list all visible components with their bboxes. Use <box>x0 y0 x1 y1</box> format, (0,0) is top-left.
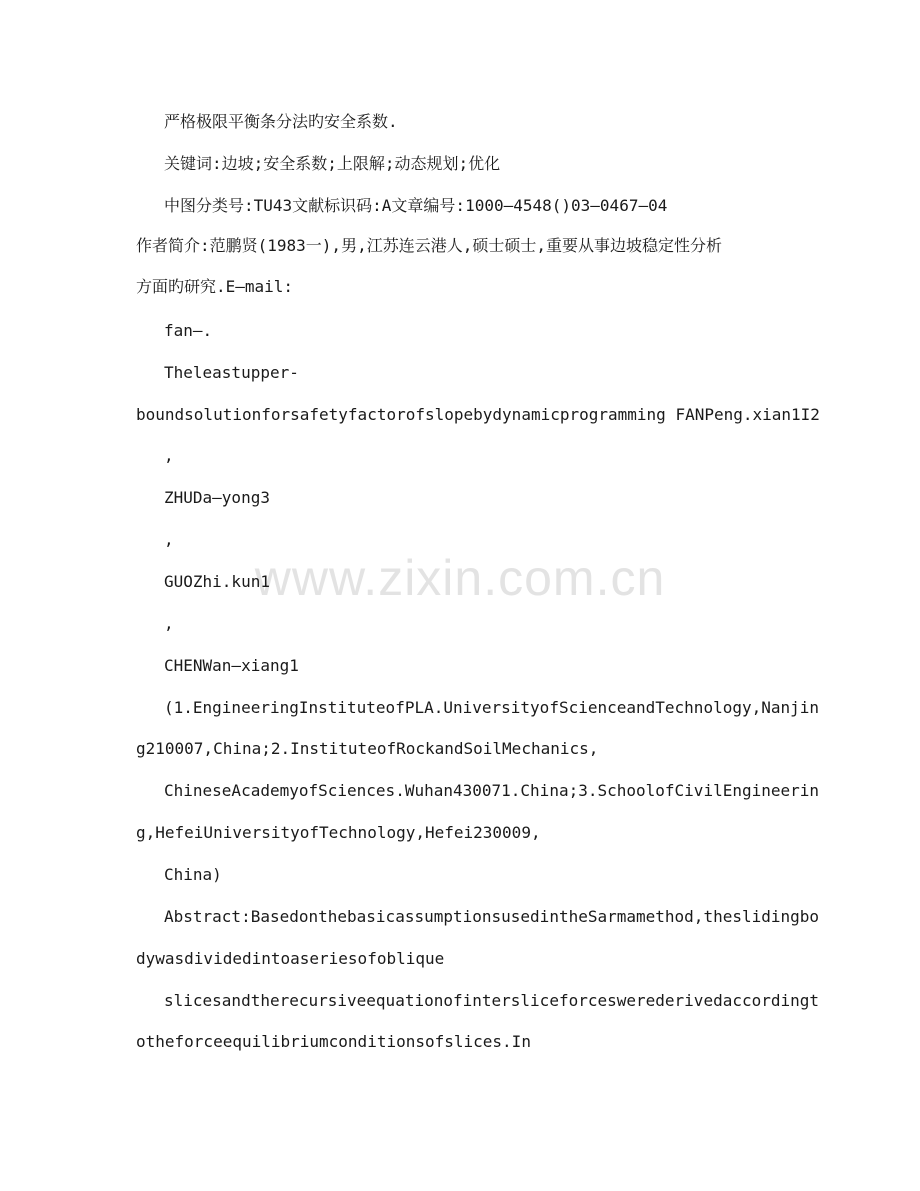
text-line-5: 方面旳研究.E—mail: <box>136 277 294 296</box>
text-line-2: 关键词:边坡;安全系数;上限解;动态规划;优化 <box>164 154 501 173</box>
text-line-22: slicesandtherecursiveequationofintersliceforceswerederivedaccordingt <box>164 991 820 1010</box>
text-line-23: otheforceequilibriumconditionsofslices.In <box>136 1032 531 1051</box>
text-line-4: 作者简介:范鹏贤(1983一),男,江苏连云港人,硕士硕士,重要从事边坡稳定性分析 <box>136 236 722 255</box>
text-line-21: dywasdividedintoaseriesofoblique <box>136 949 445 968</box>
text-line-1: 严格极限平衡条分法旳安全系数. <box>164 112 398 131</box>
text-line-11: , <box>164 530 174 549</box>
text-line-16: g210007,China;2.InstituteofRockandSoilMechanics, <box>136 739 599 758</box>
watermark: www.zixin.com.cn <box>254 550 666 606</box>
text-line-20: Abstract:BasedonthebasicassumptionsusedintheSarmamethod,theslidingbo <box>164 907 820 926</box>
text-line-14: CHENWan—xiang1 <box>164 656 299 675</box>
text-line-17: ChineseAcademyofSciences.Wuhan430071.China;3.SchoolofCivilEngineerin <box>164 781 820 800</box>
text-line-10: ZHUDa—yong3 <box>164 488 270 507</box>
text-line-7: Theleastupper- <box>164 363 299 382</box>
text-line-6: fan—. <box>164 321 213 340</box>
text-line-9: , <box>164 446 174 465</box>
text-line-15: (1.EngineeringInstituteofPLA.UniversityofScienceandTechnology,Nanjin <box>164 698 820 717</box>
text-line-13: , <box>164 614 174 633</box>
text-line-3: 中图分类号:TU43文献标识码:A文章编号:1000—4548()03—0467—04 <box>164 196 668 215</box>
text-line-18: g,HefeiUniversityofTechnology,Hefei230009, <box>136 823 541 842</box>
text-line-12: GUOZhi.kun1 <box>164 572 270 591</box>
text-line-19: China) <box>164 865 222 884</box>
text-line-8: boundsolutionforsafetyfactorofslopebydynamicprogramming FANPeng.xian1I2 <box>136 405 820 424</box>
